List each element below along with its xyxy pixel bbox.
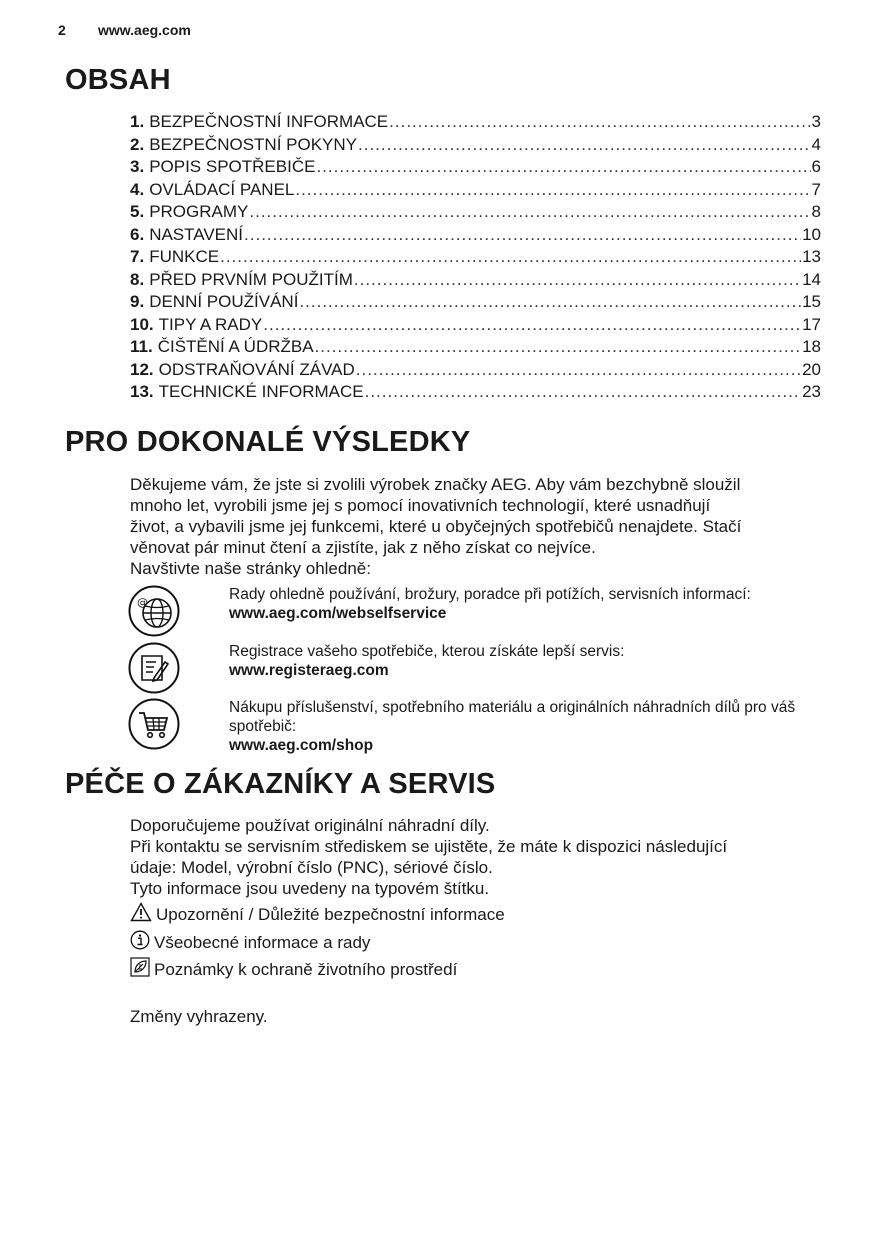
toc-item-label: OVLÁDACÍ PANEL bbox=[149, 179, 295, 199]
toc-item-number: 10. bbox=[130, 314, 154, 334]
toc-item-page: 7 bbox=[811, 179, 821, 199]
toc-item-label: ODSTRAŇOVÁNÍ ZÁVAD bbox=[158, 359, 355, 379]
toc-item[interactable] bbox=[130, 291, 821, 314]
toc-item-number: 9. bbox=[130, 292, 145, 311]
svg-text:@: @ bbox=[137, 596, 148, 609]
toc-item-label: DENNÍ POUŽÍVÁNÍ bbox=[149, 292, 299, 311]
toc-item-page: 14 bbox=[802, 269, 821, 289]
toc-item-label: POPIS SPOTŘEBIČE bbox=[149, 157, 316, 176]
care-text bbox=[130, 815, 830, 899]
toc-item-number: 7. bbox=[130, 247, 145, 266]
toc-item-page: 8 bbox=[811, 202, 821, 221]
toc-item-label: FUNKCE bbox=[149, 247, 220, 266]
toc-item[interactable] bbox=[130, 359, 821, 382]
intro-line: mnoho let, vyrobili jsme jej s pomocí inovativních technologií, které usnadňují bbox=[130, 496, 711, 515]
shopping-cart-icon bbox=[128, 698, 180, 750]
toc-item[interactable] bbox=[130, 134, 821, 157]
toc-item-number: 5. bbox=[130, 202, 145, 221]
toc-item-number: 4. bbox=[130, 179, 145, 199]
toc-item[interactable] bbox=[130, 336, 821, 359]
symbol-label: Všeobecné informace a rady bbox=[154, 933, 371, 952]
site-url[interactable]: www.aeg.com bbox=[98, 22, 191, 38]
toc-leader-dots bbox=[249, 201, 810, 224]
page-number: 2 bbox=[58, 22, 66, 38]
toc-leader-dots bbox=[389, 111, 810, 134]
globe-icon bbox=[128, 585, 180, 637]
toc-item-number: 11. bbox=[130, 337, 153, 356]
toc-item-label: BEZPEČNOSTNÍ INFORMACE bbox=[149, 112, 389, 131]
toc-item-page: 4 bbox=[811, 134, 821, 154]
service-description: Registrace vašeho spotřebiče, kterou získáte lepší servis: bbox=[229, 643, 625, 660]
toc-item-label: PŘED PRVNÍM POUŽITÍM bbox=[149, 269, 353, 289]
service-text-block bbox=[229, 698, 819, 755]
toc-leader-dots bbox=[263, 314, 801, 337]
intro-line: věnovat pár minut čtení a zjistíte, jak z něho získat co nejvíce. bbox=[130, 538, 596, 557]
registration-form-icon bbox=[128, 642, 180, 694]
toc-item[interactable] bbox=[130, 246, 821, 269]
toc-item-page: 18 bbox=[802, 337, 821, 356]
toc-item-page: 23 bbox=[802, 382, 821, 401]
warning-triangle-icon bbox=[130, 902, 156, 927]
care-line: Tyto informace jsou uvedeny na typovém štítku. bbox=[130, 879, 490, 898]
toc-item-number: 12. bbox=[130, 359, 154, 379]
results-title: PRO DOKONALÉ VÝSLEDKY bbox=[65, 426, 471, 458]
toc-item-page: 6 bbox=[811, 157, 821, 176]
toc-item[interactable] bbox=[130, 381, 821, 404]
toc-leader-dots bbox=[295, 179, 810, 202]
toc-item-page: 20 bbox=[802, 359, 821, 379]
toc-item-page: 15 bbox=[802, 292, 821, 311]
toc-item[interactable] bbox=[130, 156, 821, 179]
symbol-environment bbox=[130, 957, 457, 982]
toc-leader-dots bbox=[299, 291, 801, 314]
toc-item-number: 13. bbox=[130, 382, 154, 401]
symbol-warning bbox=[130, 902, 505, 927]
service-link[interactable]: www.registeraeg.com bbox=[229, 662, 389, 679]
toc-item-number: 3. bbox=[130, 157, 145, 176]
intro-line: Navštivte naše stránky ohledně: bbox=[130, 559, 371, 578]
toc-item-number: 1. bbox=[130, 112, 145, 131]
toc-leader-dots bbox=[220, 246, 801, 269]
service-text-block bbox=[229, 642, 819, 680]
toc-item-label: ČIŠTĚNÍ A ÚDRŽBA bbox=[157, 337, 314, 356]
service-text-block bbox=[229, 585, 819, 623]
care-line: údaje: Model, výrobní číslo (PNC), sériové číslo. bbox=[130, 858, 493, 877]
service-link[interactable]: www.aeg.com/shop bbox=[229, 737, 374, 754]
toc-leader-dots bbox=[358, 134, 811, 157]
changes-reserved-note: Změny vyhrazeny. bbox=[130, 1007, 268, 1026]
page-header bbox=[58, 22, 191, 38]
service-link[interactable]: www.aeg.com/webselfservice bbox=[229, 605, 447, 622]
toc-item-label: TIPY A RADY bbox=[158, 314, 263, 334]
toc-leader-dots bbox=[244, 224, 801, 247]
service-description: Nákupu příslušenství, spotřebního materiálu a originálních náhradních dílů pro váš spotřebič: bbox=[229, 699, 796, 735]
toc-leader-dots bbox=[316, 156, 810, 179]
leaf-icon bbox=[130, 957, 154, 982]
toc-item-number: 8. bbox=[130, 269, 145, 289]
symbol-label: Upozornění / Důležité bezpečnostní informace bbox=[156, 905, 505, 924]
toc-item[interactable] bbox=[130, 201, 821, 224]
table-of-contents bbox=[130, 111, 821, 404]
toc-item[interactable] bbox=[130, 111, 821, 134]
toc-leader-dots bbox=[356, 359, 801, 382]
toc-item[interactable] bbox=[130, 224, 821, 247]
toc-item-page: 3 bbox=[811, 112, 821, 131]
toc-item[interactable] bbox=[130, 179, 821, 202]
info-icon bbox=[130, 930, 154, 955]
toc-leader-dots bbox=[365, 381, 801, 404]
toc-item-label: TECHNICKÉ INFORMACE bbox=[158, 382, 364, 401]
toc-item-page: 10 bbox=[802, 224, 821, 244]
toc-title: OBSAH bbox=[65, 64, 171, 96]
toc-item-number: 2. bbox=[130, 134, 145, 154]
symbol-info bbox=[130, 930, 370, 955]
toc-leader-dots bbox=[354, 269, 801, 292]
toc-leader-dots bbox=[315, 336, 802, 359]
toc-item-label: BEZPEČNOSTNÍ POKYNY bbox=[149, 134, 358, 154]
toc-item-label: PROGRAMY bbox=[149, 202, 249, 221]
toc-item-number: 6. bbox=[130, 224, 145, 244]
service-description: Rady ohledně používání, brožury, poradce při potížích, servisních informací: bbox=[229, 586, 751, 603]
intro-line: život, a vybavili jsme jej funkcemi, které u obyčejných spotřebičů nenajdete. Stačí bbox=[130, 517, 742, 536]
care-line: Při kontaktu se servisním střediskem se ujistěte, že máte k dispozici následující bbox=[130, 837, 728, 856]
intro-line: Děkujeme vám, že jste si zvolili výrobek značky AEG. Aby vám bezchybně sloužil bbox=[130, 475, 741, 494]
results-intro bbox=[130, 474, 830, 579]
care-line: Doporučujeme používat originální náhradní díly. bbox=[130, 816, 490, 835]
toc-item-page: 13 bbox=[802, 247, 821, 266]
toc-item-label: NASTAVENÍ bbox=[149, 224, 244, 244]
toc-item[interactable] bbox=[130, 269, 821, 292]
symbol-label: Poznámky k ochraně životního prostředí bbox=[154, 960, 458, 979]
toc-item-page: 17 bbox=[802, 314, 821, 334]
toc-item[interactable] bbox=[130, 314, 821, 337]
care-title: PÉČE O ZÁKAZNÍKY A SERVIS bbox=[65, 768, 496, 800]
